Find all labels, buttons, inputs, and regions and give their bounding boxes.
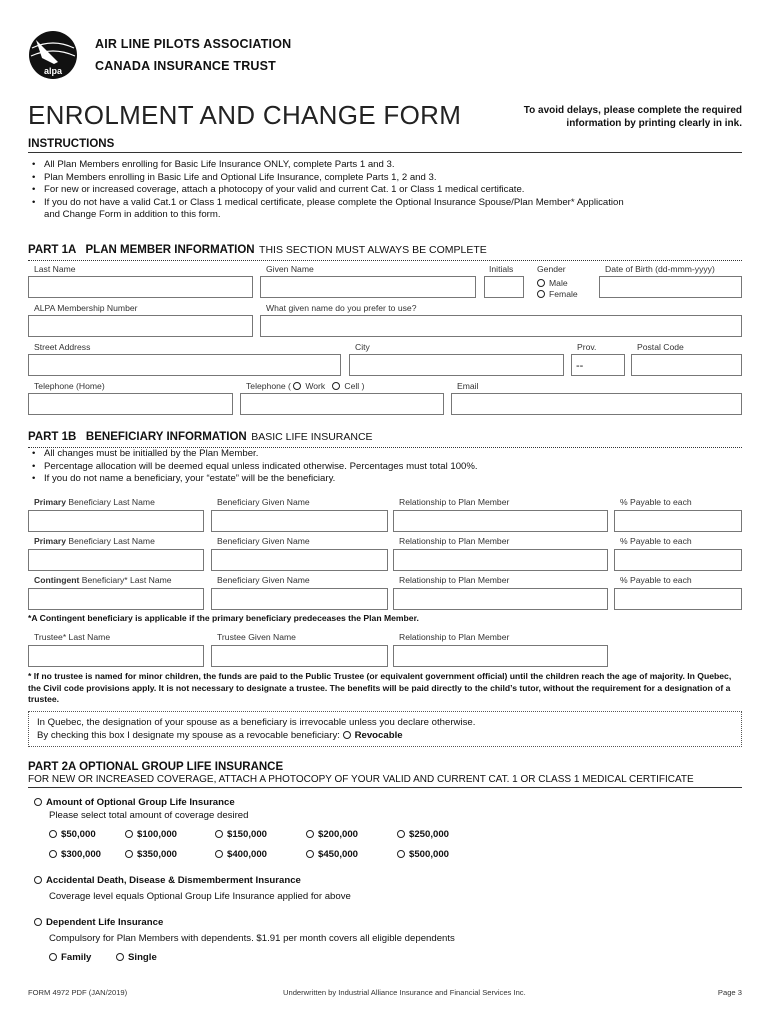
contingent-note: *A Contingent beneficiary is applicable if the primary beneficiary predeceases the Plan Member. [28,613,419,623]
prov-label: Prov. [577,342,597,352]
female-radio[interactable] [537,290,545,298]
amount-option[interactable] [125,829,177,840]
given-name-field[interactable] [260,276,476,298]
amount-label: $500,000 [409,849,450,860]
amount-label: $400,000 [227,849,268,860]
initials-label: Initials [489,264,514,274]
primary2-rel-field[interactable] [393,549,608,571]
trustee-rel-field[interactable] [393,645,608,667]
addd-title: Accidental Death, Disease & Dismemberment Insurance [46,875,301,886]
amount-option[interactable] [215,829,267,840]
ben-given-label: Beneficiary Given Name [217,497,310,507]
amount-label: $450,000 [318,849,359,860]
male-radio[interactable] [537,279,545,287]
dependent-option[interactable] [34,917,163,928]
ben-rel-label: Relationship to Plan Member [399,575,510,585]
amount-radio[interactable] [397,830,405,838]
logo-text: alpa [43,66,63,76]
instructions-heading: INSTRUCTIONS [28,138,742,153]
tel-home-label: Telephone (Home) [34,381,105,391]
org-name-line1: AIR LINE PILOTS ASSOCIATION [95,37,292,51]
trustee-rel-label: Relationship to Plan Member [399,632,510,642]
part1b-header [28,427,742,448]
primary1-last-field[interactable] [28,510,204,532]
contingent-given-field[interactable] [211,588,388,610]
family-option[interactable] [49,952,91,963]
primary1-label [34,497,155,507]
quebec-line2 [37,730,733,743]
postal-field[interactable] [631,354,742,376]
primary2-bold: Primary [34,536,67,546]
gender-label: Gender [537,264,566,274]
primary1-bold: Primary [34,497,67,507]
optional-life-desc: Please select total amount of coverage desired [49,810,249,821]
amount-label: $150,000 [227,829,268,840]
addd-desc: Coverage level equals Optional Group Life Insurance applied for above [49,891,351,902]
street-field[interactable] [28,354,341,376]
street-label: Street Address [34,342,91,352]
primary1-rel-field[interactable] [393,510,608,532]
family-radio[interactable] [49,953,57,961]
cell-radio[interactable] [332,382,340,390]
amount-label: $300,000 [61,849,102,860]
part1a-heading: PART 1A PLAN MEMBER INFORMATION [28,244,255,256]
contingent-payable-field[interactable] [614,588,742,610]
dependent-title: Dependent Life Insurance [46,917,164,928]
single-radio[interactable] [116,953,124,961]
form-number: FORM 4972 PDF (JAN/2019) [28,988,128,997]
amount-radio[interactable] [49,850,57,858]
primary2-label [34,536,155,546]
instruction-item: • If you do not have a valid Cat.1 or Class 1 medical certificate, please complete the Optional Insurance Spouse/Plan Member* Application and Change Form in addition to this form. [28,197,628,222]
preferred-name-label: What given name do you prefer to use? [266,303,417,313]
trustee-last-field[interactable] [28,645,204,667]
tel-home-field[interactable] [28,393,233,415]
page-title: ENROLMENT AND CHANGE FORM [28,100,462,130]
primary1-payable-field[interactable] [614,510,742,532]
amount-label: $50,000 [61,829,96,840]
quebec-line1: In Quebec, the designation of your spouse as a beneficiary is irrevocable unless you declare otherwise. [37,717,476,728]
part1b-heading: PART 1B BENEFICIARY INFORMATION [28,431,247,443]
city-field[interactable] [349,354,564,376]
amount-option[interactable] [49,849,101,860]
revocable-label: Revocable [354,729,403,741]
revocable-radio[interactable] [343,731,351,739]
optional-life-radio[interactable] [34,798,42,806]
postal-label: Postal Code [637,342,684,352]
addd-option[interactable] [34,875,301,886]
amount-radio[interactable] [125,850,133,858]
part1b-note: • All changes must be initialled by the Plan Member. [28,448,728,461]
amount-option[interactable] [215,849,267,860]
primary2-given-field[interactable] [211,549,388,571]
contingent-last-field[interactable] [28,588,204,610]
primary2-last-field[interactable] [28,549,204,571]
tel-other-field[interactable] [240,393,444,415]
dependent-desc: Compulsory for Plan Members with dependents. $1.91 per month covers all eligible dependents [49,933,455,944]
amount-label: $250,000 [409,829,450,840]
org-name-line2: CANADA INSURANCE TRUST [95,59,277,73]
membership-field[interactable] [28,315,253,337]
family-label: Family [61,952,92,963]
ben-payable-label: % Payable to each [620,536,692,546]
amount-radio[interactable] [125,830,133,838]
amount-label: $100,000 [137,829,178,840]
city-label: City [355,342,370,352]
contingent-bold: Contingent [34,575,80,585]
primary1-rest: Beneficiary Last Name [66,497,155,507]
underwriter: Underwritten by Industrial Alliance Insurance and Financial Services Inc. [283,988,526,997]
ben-payable-label: % Payable to each [620,575,692,585]
quebec-line2-text: By checking this box I designate my spouse as a revocable beneficiary: [37,729,340,741]
ben-given-label: Beneficiary Given Name [217,575,310,585]
part2a-heading: PART 2A OPTIONAL GROUP LIFE INSURANCE [28,761,284,773]
ben-rel-label: Relationship to Plan Member [399,536,510,546]
dob-field[interactable] [599,276,742,298]
ben-given-label: Beneficiary Given Name [217,536,310,546]
primary2-rest: Beneficiary Last Name [66,536,155,546]
tel-other-label [246,381,364,391]
part1a-subheading: THIS SECTION MUST ALWAYS BE COMPLETE [259,244,487,256]
work-radio[interactable] [293,382,301,390]
amount-label: $350,000 [137,849,178,860]
page-number: Page 3 [717,988,742,997]
last-name-label: Last Name [34,264,76,274]
membership-label: ALPA Membership Number [34,303,138,313]
amount-radio[interactable] [215,830,223,838]
part1b-notes [28,448,728,486]
given-name-label: Given Name [266,264,314,274]
preferred-name-field[interactable] [260,315,742,337]
gender-female-option[interactable] [537,289,578,299]
amount-option[interactable] [49,829,96,840]
last-name-field[interactable] [28,276,253,298]
dependent-radio[interactable] [34,918,42,926]
amount-option[interactable] [306,849,358,860]
single-option[interactable] [116,952,157,963]
part2a-subheading: FOR NEW OR INCREASED COVERAGE, ATTACH A PHOTOCOPY OF YOUR VALID AND CURRENT CAT. 1 OR CLASS 1 MEDICAL CERTIFICATE [28,774,742,788]
dob-label: Date of Birth (dd-mmm-yyyy) [605,264,715,274]
single-label: Single [128,952,157,963]
trustee-given-label: Trustee Given Name [217,632,296,642]
optional-life-title: Amount of Optional Group Life Insurance [46,797,235,808]
amount-radio[interactable] [306,830,314,838]
primary2-payable-field[interactable] [614,549,742,571]
part1b-note: • If you do not name a beneficiary, your “estate” will be the beneficiary. [28,473,728,486]
part1b-subheading: BASIC LIFE INSURANCE [251,431,373,443]
ben-payable-label: % Payable to each [620,497,692,507]
optional-life-option[interactable] [34,797,235,808]
contingent-rel-field[interactable] [393,588,608,610]
primary1-given-field[interactable] [211,510,388,532]
email-field[interactable] [451,393,742,415]
contingent-label [34,575,172,585]
amount-option[interactable] [125,849,177,860]
instruction-item: • For new or increased coverage, attach a photocopy of your valid and current Cat. 1 or Class 1 medical certificate. [28,184,628,197]
instruction-item: • All Plan Members enrolling for Basic Life Insurance ONLY, complete Parts 1 and 3. [28,159,628,172]
ben-rel-label: Relationship to Plan Member [399,497,510,507]
male-label: Male [549,278,568,288]
amount-radio[interactable] [306,850,314,858]
amount-option[interactable] [306,829,358,840]
instruction-item: • Plan Members enrolling in Basic Life and Optional Life Insurance, complete Parts 1, 2 and 3. [28,172,628,185]
amount-option[interactable] [397,829,449,840]
cell-label: Cell ) [344,381,365,391]
trustee-last-label: Trustee* Last Name [34,632,111,642]
instructions-list [28,159,628,222]
trustee-given-field[interactable] [211,645,388,667]
gender-male-option[interactable] [537,278,568,288]
tel-other-text: Telephone ( [246,381,291,391]
quebec-box [28,711,742,747]
trustee-note: * If no trustee is named for minor children, the funds are paid to the Public Trustee (or equivalent government official) until the children reach the age of majority. In Quebec, the Civil code provisions apply. It is not necessary to designate a trustee. The benefits will be paid directly to the child’s tutor, without the requirement for a designation of a trustee. [28,671,732,704]
alpa-logo [28,30,78,80]
part1b-note: • Percentage allocation will be deemed equal unless indicated otherwise. Percentages must total 100%. [28,461,728,474]
work-label: Work [305,381,326,391]
initials-field[interactable] [484,276,524,298]
amount-option[interactable] [397,849,449,860]
amount-label: $200,000 [318,829,359,840]
addd-radio[interactable] [34,876,42,884]
amount-radio[interactable] [49,830,57,838]
prov-field[interactable]: -- [571,354,625,376]
amount-radio[interactable] [215,850,223,858]
female-label: Female [549,289,578,299]
email-label: Email [457,381,479,391]
part1a-header [28,240,742,261]
contingent-rest: Beneficiary* Last Name [79,575,172,585]
ink-notice: To avoid delays, please complete the required information by printing clearly in ink. [523,105,742,129]
amount-radio[interactable] [397,850,405,858]
